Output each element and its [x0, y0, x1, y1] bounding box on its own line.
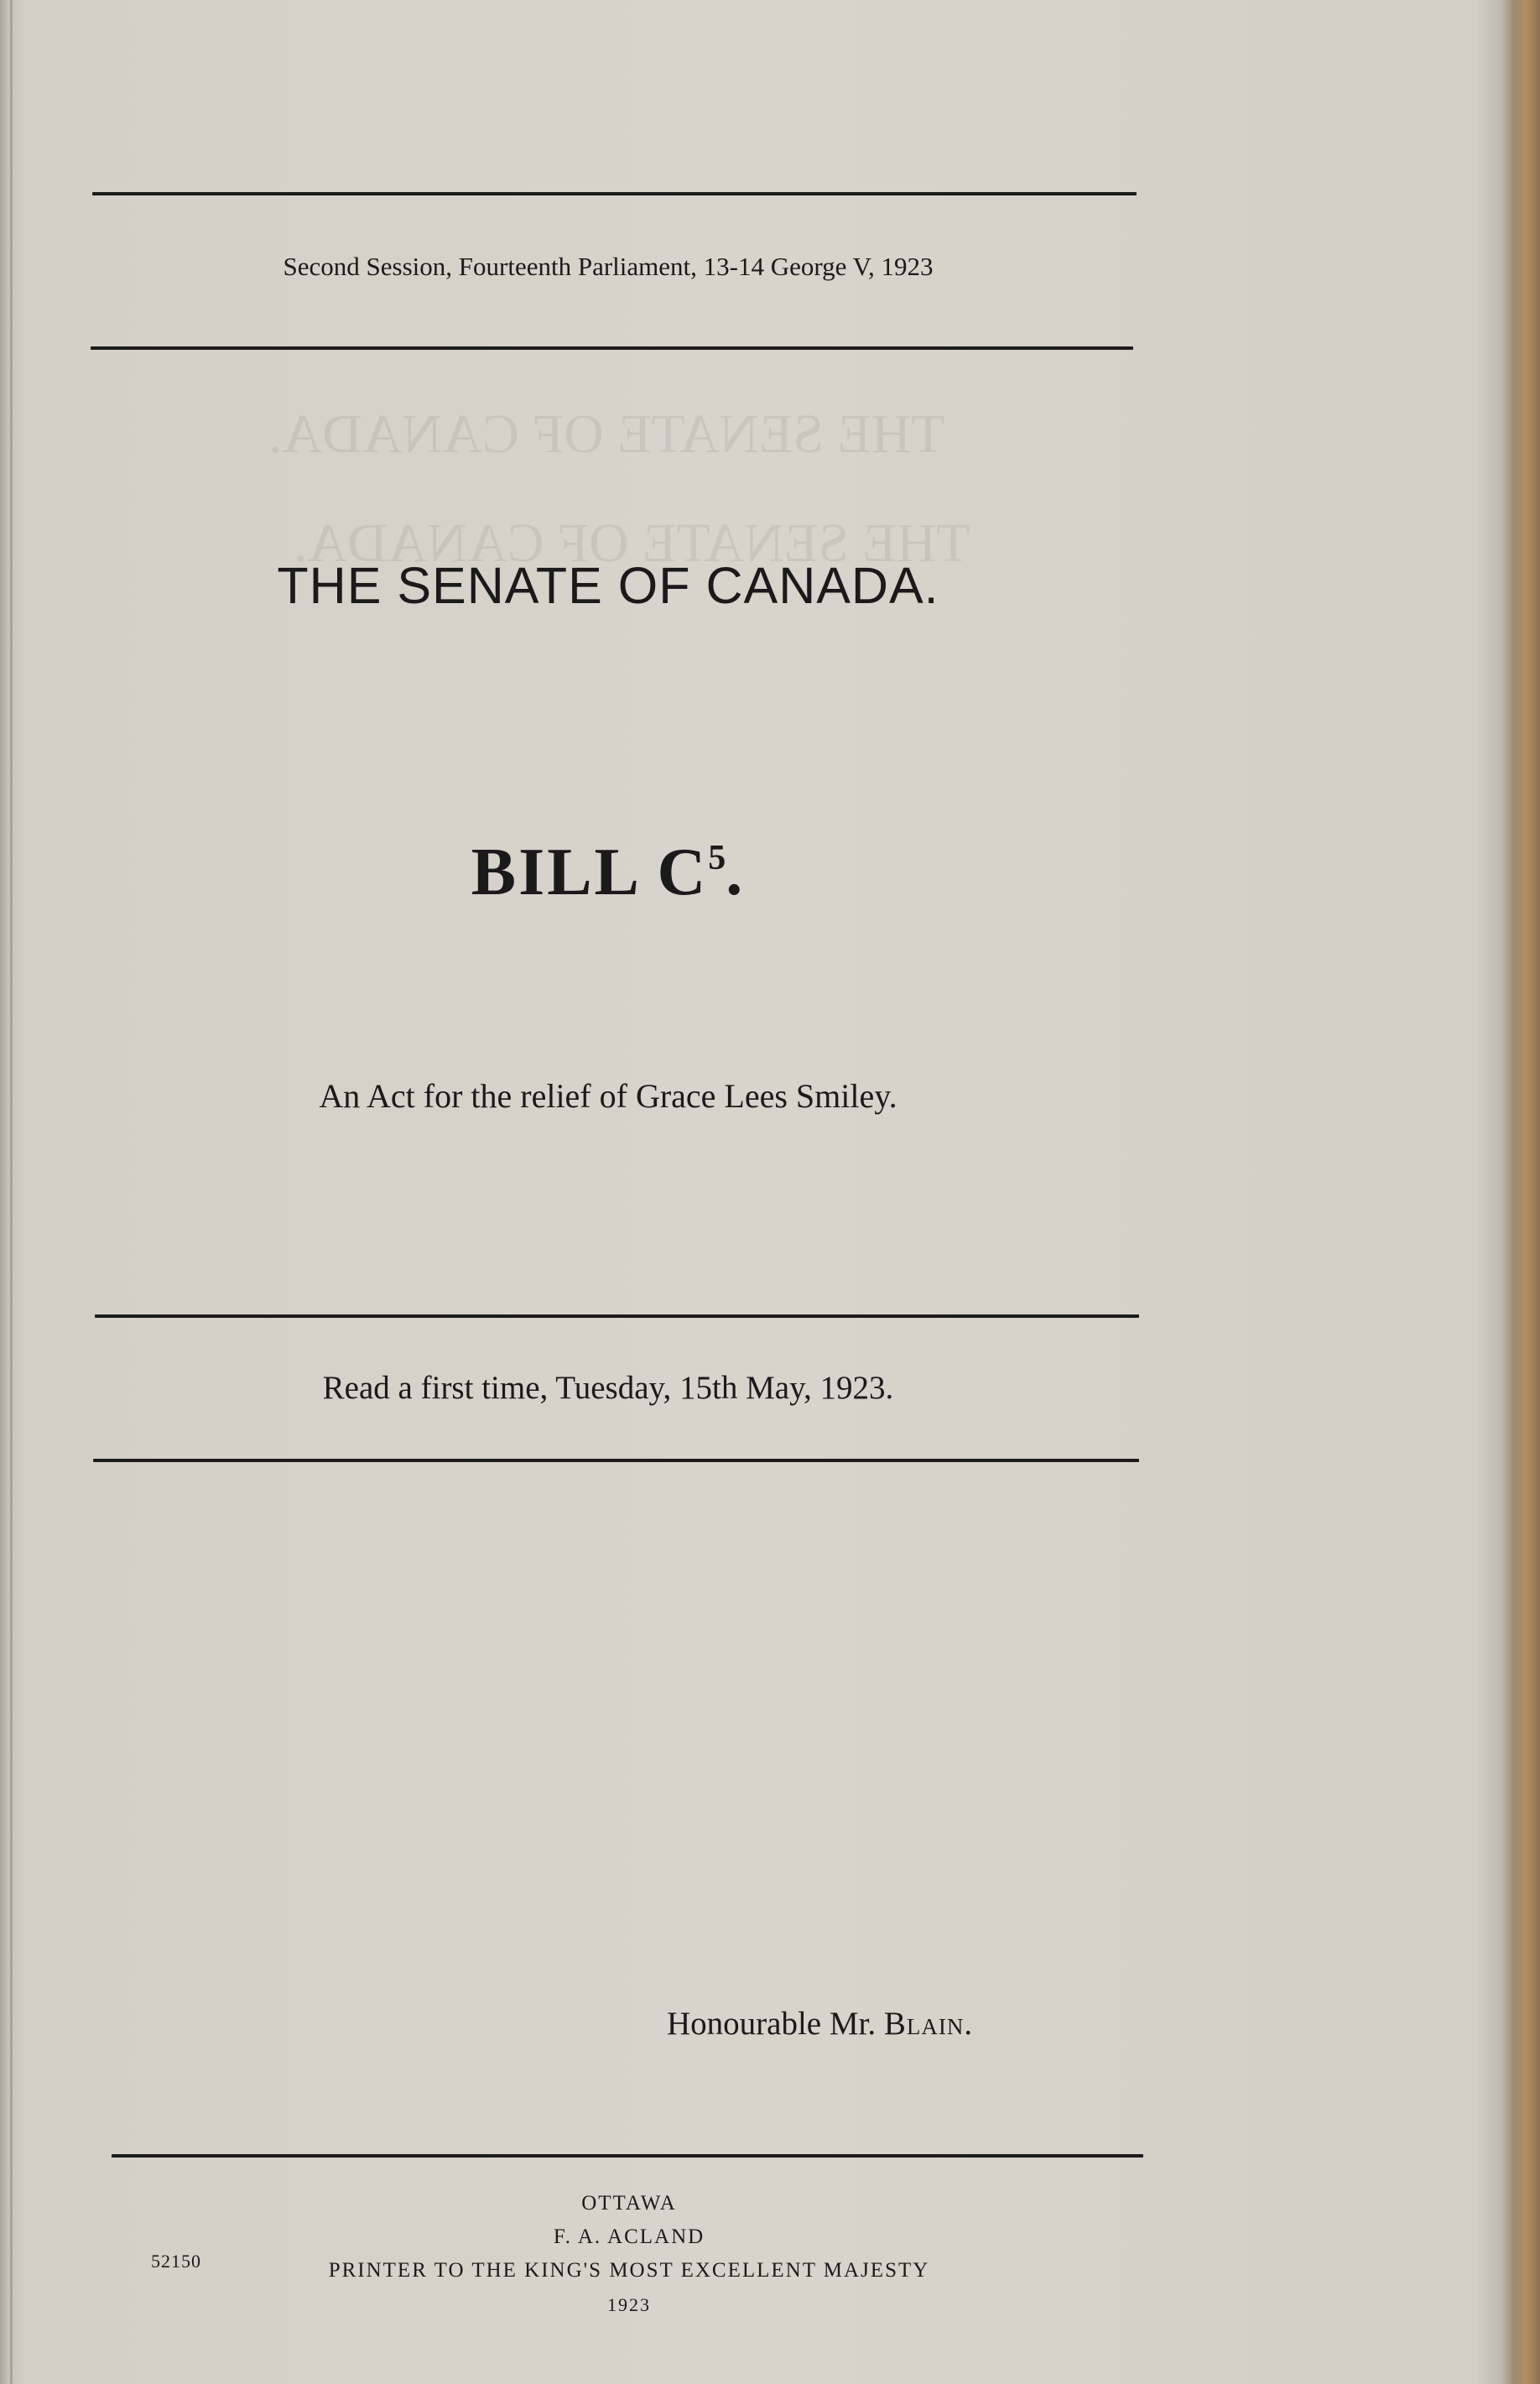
reading-top-rule	[95, 1314, 1139, 1318]
bill-prefix: BILL C	[471, 835, 709, 909]
sponsor-name: Blain.	[883, 2006, 974, 2042]
imprint-rule	[112, 2154, 1143, 2158]
reading-bottom-rule	[93, 1459, 1139, 1462]
session-line: Second Session, Fourteenth Parliament, 13-14 George V, 1923	[283, 252, 934, 281]
sponsor-line	[667, 2005, 973, 2043]
show-through-heading-2: THE SENATE OF CANADA.	[294, 513, 970, 574]
bill-suffix: .	[726, 835, 746, 909]
page-spine-shadow	[10, 0, 13, 2384]
imprint-printer: F. A. ACLAND	[553, 2225, 705, 2248]
bill-superscript: 5	[708, 839, 726, 877]
document-code: 52150	[151, 2251, 201, 2272]
imprint-year: 1923	[607, 2294, 651, 2315]
sponsor-prefix: Honourable Mr.	[667, 2006, 884, 2042]
show-through-heading: THE SENATE OF CANADA.	[268, 403, 945, 465]
imprint-title: PRINTER TO THE KING'S MOST EXCELLENT MAJESTY	[328, 2259, 930, 2282]
imprint-city: OTTAWA	[581, 2192, 677, 2215]
house-title: THE SENATE OF CANADA.	[277, 557, 939, 614]
top-rule	[92, 192, 1137, 195]
first-reading-line: Read a first time, Tuesday, 15th May, 1923.	[322, 1370, 894, 1406]
session-rule	[91, 346, 1133, 350]
act-title: An Act for the relief of Grace Lees Smiley.	[319, 1077, 897, 1115]
bill-number	[0, 835, 1216, 911]
